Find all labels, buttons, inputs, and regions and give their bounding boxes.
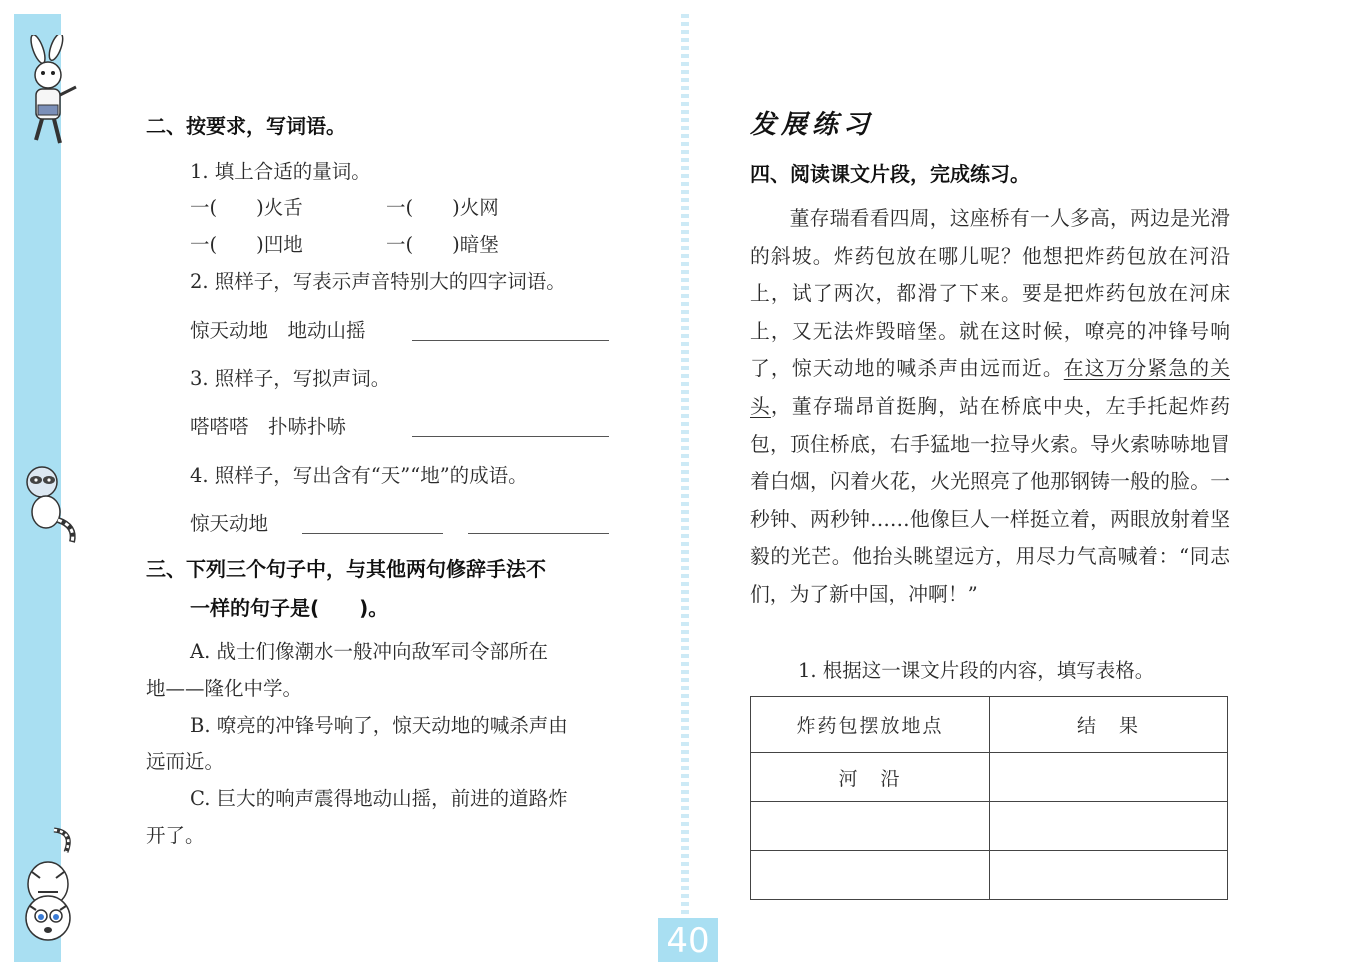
option-a-cont: 地——隆化中学。 [146, 677, 303, 700]
q4-title: 4. 照样子，写出含有“天”“地”的成语。 [190, 464, 528, 487]
section3-title-cont: 一样的句子是( )。 [190, 596, 389, 620]
option-b-cont: 远而近。 [146, 750, 225, 773]
q1-right-title: 1. 根据这一课文片段的内容，填写表格。 [798, 659, 1155, 682]
option-c: C. 巨大的响声震得地动山摇，前进的道路炸 [190, 787, 568, 810]
table-header: 炸药包摆放地点 [751, 697, 990, 753]
option-c-cont: 开了。 [146, 824, 205, 847]
table-row [751, 802, 1228, 851]
development-title: 发展练习 [750, 110, 875, 140]
passage-underlined: 在这万分紧急的关头 [750, 357, 1230, 418]
table-cell-answer[interactable] [990, 753, 1228, 802]
option-b: B. 嘹亮的冲锋号响了，惊天动地的喊杀声由 [190, 714, 568, 737]
q3-example: 嗒嗒嗒 扑哧扑哧 [190, 415, 347, 438]
answer-line[interactable] [302, 533, 443, 534]
q1-item: 一( )暗堡 [386, 233, 499, 256]
book-spine [681, 14, 689, 962]
q1-item: 一( )火网 [386, 196, 499, 219]
table-cell-answer[interactable] [751, 851, 990, 900]
table-cell: 河 沿 [751, 753, 990, 802]
table-row [751, 851, 1228, 900]
table-cell-answer[interactable] [990, 851, 1228, 900]
table-row [751, 753, 1228, 802]
section4-title: 四、阅读课文片段，完成练习。 [750, 162, 1030, 186]
table-cell-answer[interactable] [990, 802, 1228, 851]
reading-passage [750, 200, 1230, 614]
option-a: A. 战士们像潮水一般冲向敌军司令部所在 [190, 640, 548, 663]
section3-title: 三、下列三个句子中，与其他两句修辞手法不 [146, 557, 546, 581]
q2-example: 惊天动地 地动山摇 [190, 319, 366, 342]
answer-line[interactable] [468, 533, 609, 534]
q1-title: 1. 填上合适的量词。 [190, 160, 371, 183]
answer-line[interactable] [412, 436, 609, 437]
table-cell-answer[interactable] [751, 802, 990, 851]
q1-item: 一( )火舌 [190, 196, 303, 219]
page-number: 40 [666, 921, 710, 961]
passage-text: 董存瑞看看四周，这座桥有一人多高，两边是光滑的斜坡。炸药包放在哪儿呢？他想把炸药包放在河沿上，试了两次，都滑了下来。要是把炸药包放在河床上，又无法炸毁暗堡。就在这时候，嘹亮的冲锋号响了，惊天动地的喊杀声由远而近。 [750, 207, 1230, 381]
tiger-mascot-icon [14, 822, 82, 960]
section2-title: 二、按要求，写词语。 [146, 114, 346, 138]
table-header-row [751, 697, 1228, 753]
table-header: 结 果 [990, 697, 1228, 753]
q3-title: 3. 照样子，写拟声词。 [190, 367, 391, 390]
passage-text: ，董存瑞昂首挺胸，站在桥底中央，左手托起炸药包，顶住桥底，右手猛地一拉导火索。导火索哧哧地冒着白烟，闪着火花，火光照亮了他那钢铸一般的脸。一秒钟、两秒钟……他像巨人一样挺立着，两眼放射着坚毅的光芒。他抬头眺望远方，用尽力气高喊着：“同志们，为了新中国，冲啊！” [750, 394, 1230, 606]
q4-example: 惊天动地 [190, 512, 269, 535]
q2-title: 2. 照样子，写表示声音特别大的四字词语。 [190, 270, 566, 293]
answer-table [750, 696, 1228, 900]
answer-line[interactable] [412, 340, 609, 341]
raccoon-mascot-icon [14, 460, 84, 550]
rabbit-mascot-icon [16, 35, 82, 150]
q1-item: 一( )凹地 [190, 233, 303, 256]
